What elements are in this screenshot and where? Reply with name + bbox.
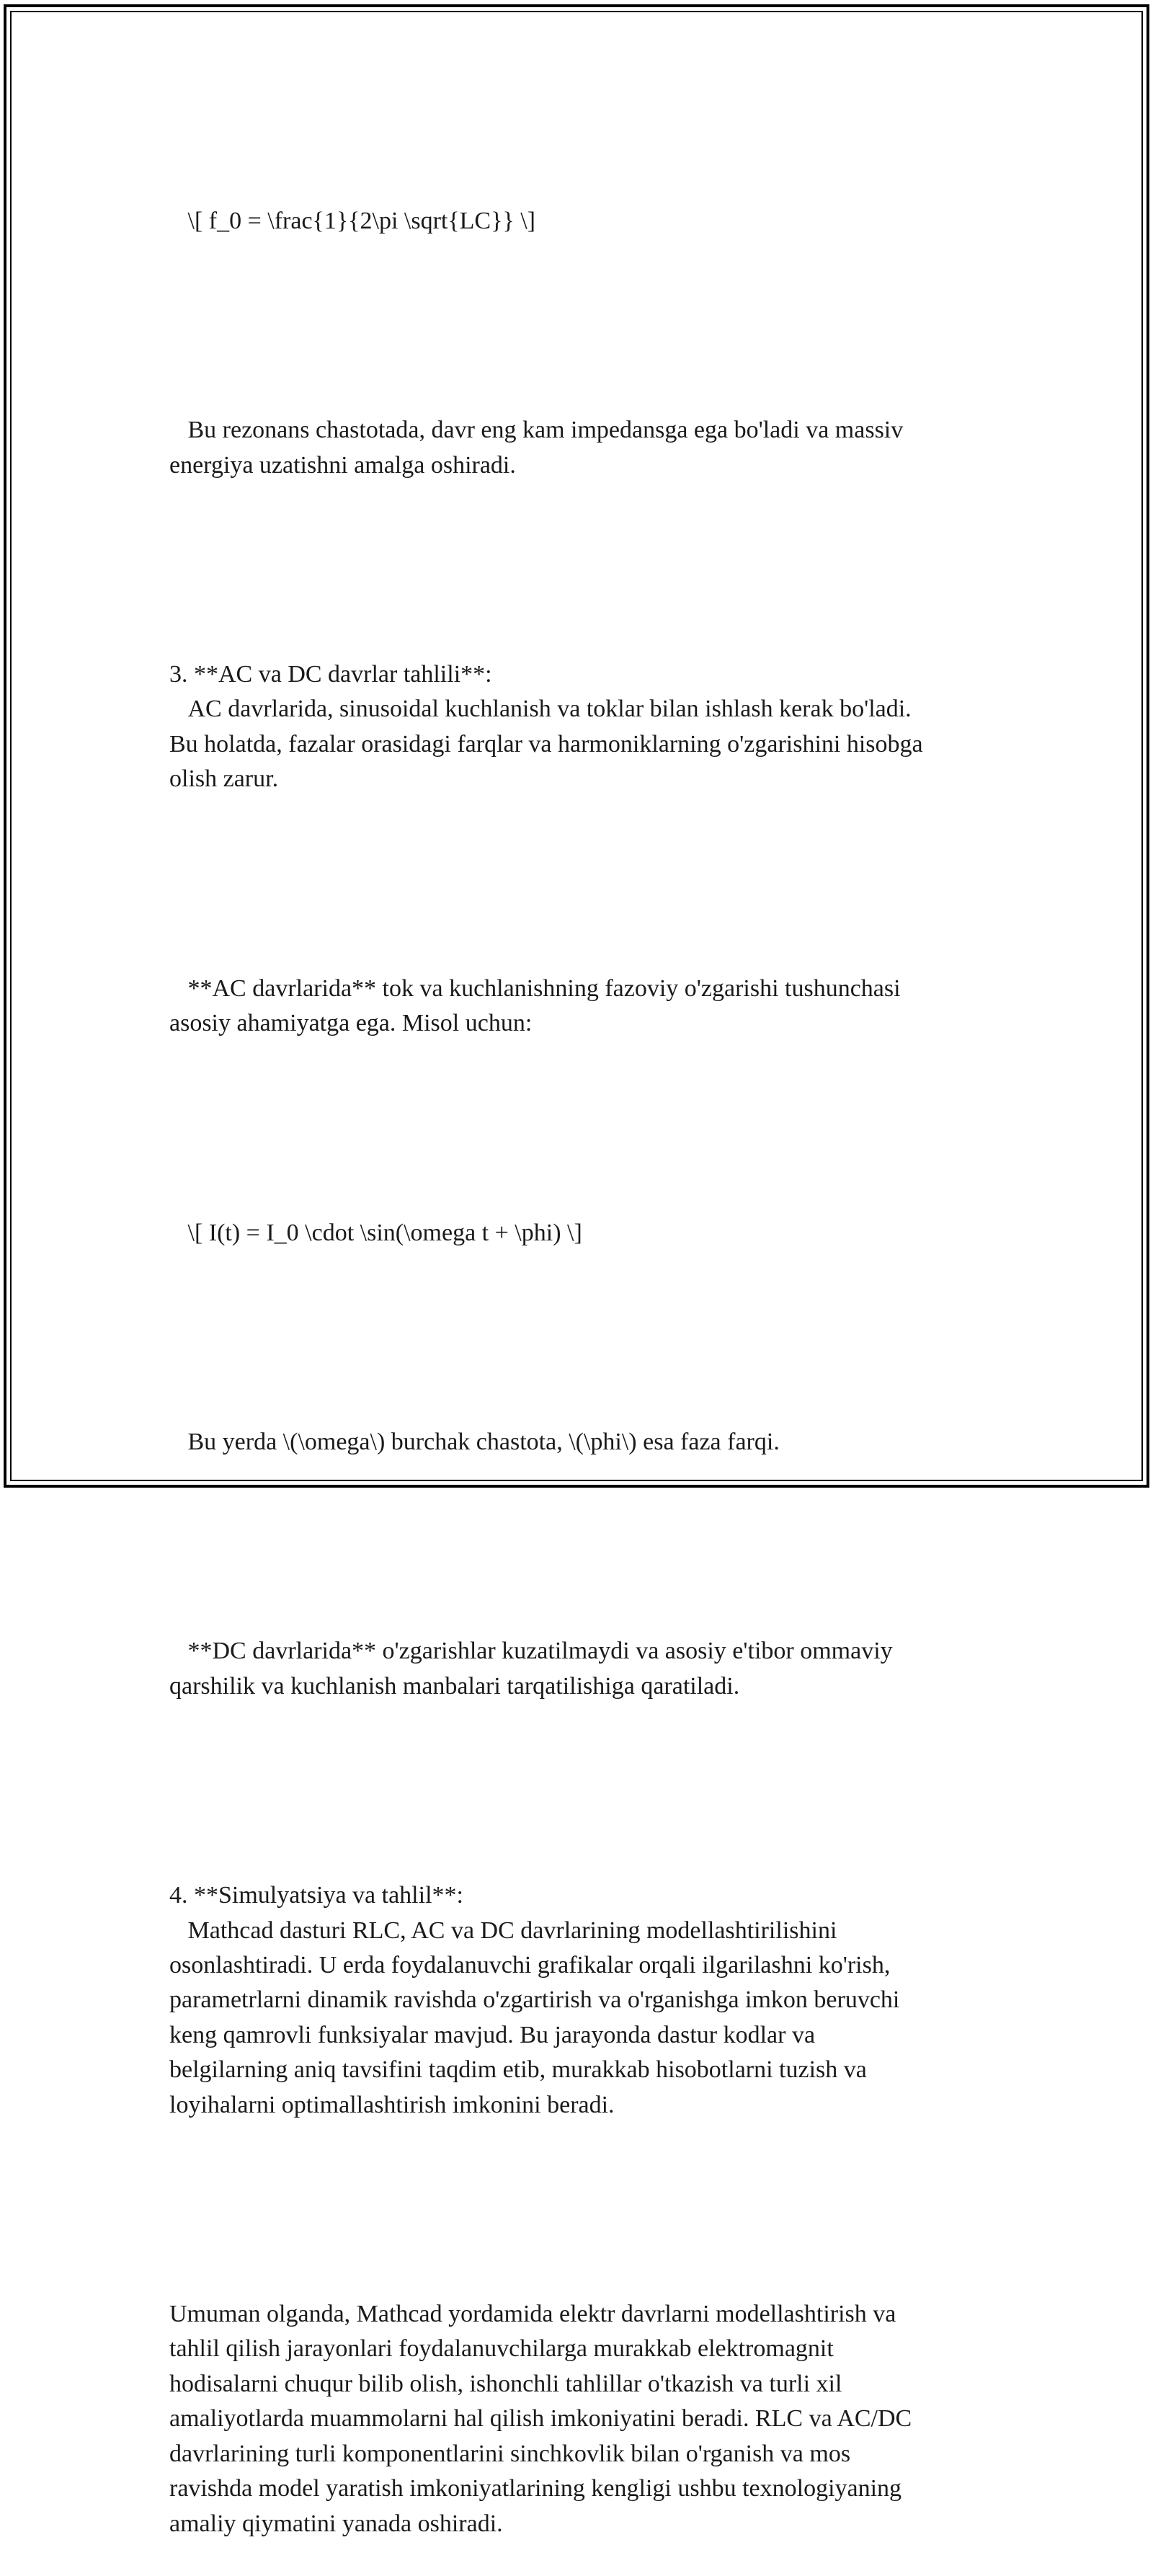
paragraph-spacer: [169, 1320, 998, 1355]
paragraph-spacer: [169, 867, 998, 902]
paragraph-spacer: [169, 553, 998, 587]
paragraph-conclusion: Umuman olganda, Mathcad yordamida elektr davrlarni modellashtirish va tahlil qilish jarayonlari foydalanuvchilarga murakkab elektromagnit hodisalarni chuqur bilib olish, ishonchli tahlillar o'tkazish va turli xil amaliyotlarda muammolarni hal qilish imkoniyatini beradi. RLC va AC/DC davrlarining turli komponentlarini sinchkovlik bilan o'rganish va mos ravishda model yaratish imkoniyatlarining kengligi ushbu texnologiyaning amaliy qiymatini yanada oshiradi.: [169, 2301, 912, 2537]
section-simulation-analysis: 4. **Simulyatsiya va tahlil**: Mathcad dasturi RLC, AC va DC davrlarining modellashtirilishini osonlashtiradi. U erda foydalanuvchi grafikalar orqali ilgarilashni ko'rish, parametrlarni dinamik ravishda o'zgartirish va o'rganishga imkon beruvchi keng qamrovli funksiyalar mavjud. Bu jarayonda dastur kodlar va belgilarning aniq tavsifini taqdim etib, murakkab hisobotlarni tuzish va loyihalarni optimallashtirish imkonini beradi.: [169, 1882, 900, 2118]
paragraph-ac-circuits: **AC davrlarida** tok va kuchlanishning fazoviy o'zgarishi tushunchasi asosiy ahamiyatga ega. Misol uchun:: [169, 974, 901, 1037]
formula-resonance-frequency: \[ f_0 = \frac{1}{2\pi \sqrt{LC}} \]: [169, 207, 536, 234]
formula-current-sine: \[ I(t) = I_0 \cdot \sin(\omega t + \phi) \]: [169, 1219, 582, 1246]
document-body: [169, 134, 998, 2576]
paragraph-spacer: [169, 2193, 998, 2227]
paragraph-omega-phi: Bu yerda \(\omega\) burchak chastota, \(\phi\) esa faza farqi.: [169, 1428, 780, 1455]
section-ac-dc-analysis: 3. **AC va DC davrlar tahlili**: AC davrlarida, sinusoidal kuchlanish va toklar bilan ishlash kerak bo'ladi. Bu holatda, fazalar orasidagi farqlar va harmoniklarning o'zgarishini hisobga olish zarur.: [169, 661, 923, 793]
paragraph-spacer: [169, 308, 998, 343]
paragraph-spacer: [169, 1529, 998, 1564]
paragraph-spacer: [169, 1774, 998, 1808]
paragraph-dc-circuits: **DC davrlarida** o'zgarishlar kuzatilmaydi va asosiy e'tibor ommaviy qarshilik va kuchlanish manbalari tarqatilishiga qaratiladi.: [169, 1638, 893, 1700]
paragraph-resonance-description: Bu rezonans chastotada, davr eng kam impedansga ega bo'ladi va massiv energiya uzatishni amalga oshiradi.: [169, 417, 904, 479]
paragraph-spacer: [169, 1111, 998, 1145]
